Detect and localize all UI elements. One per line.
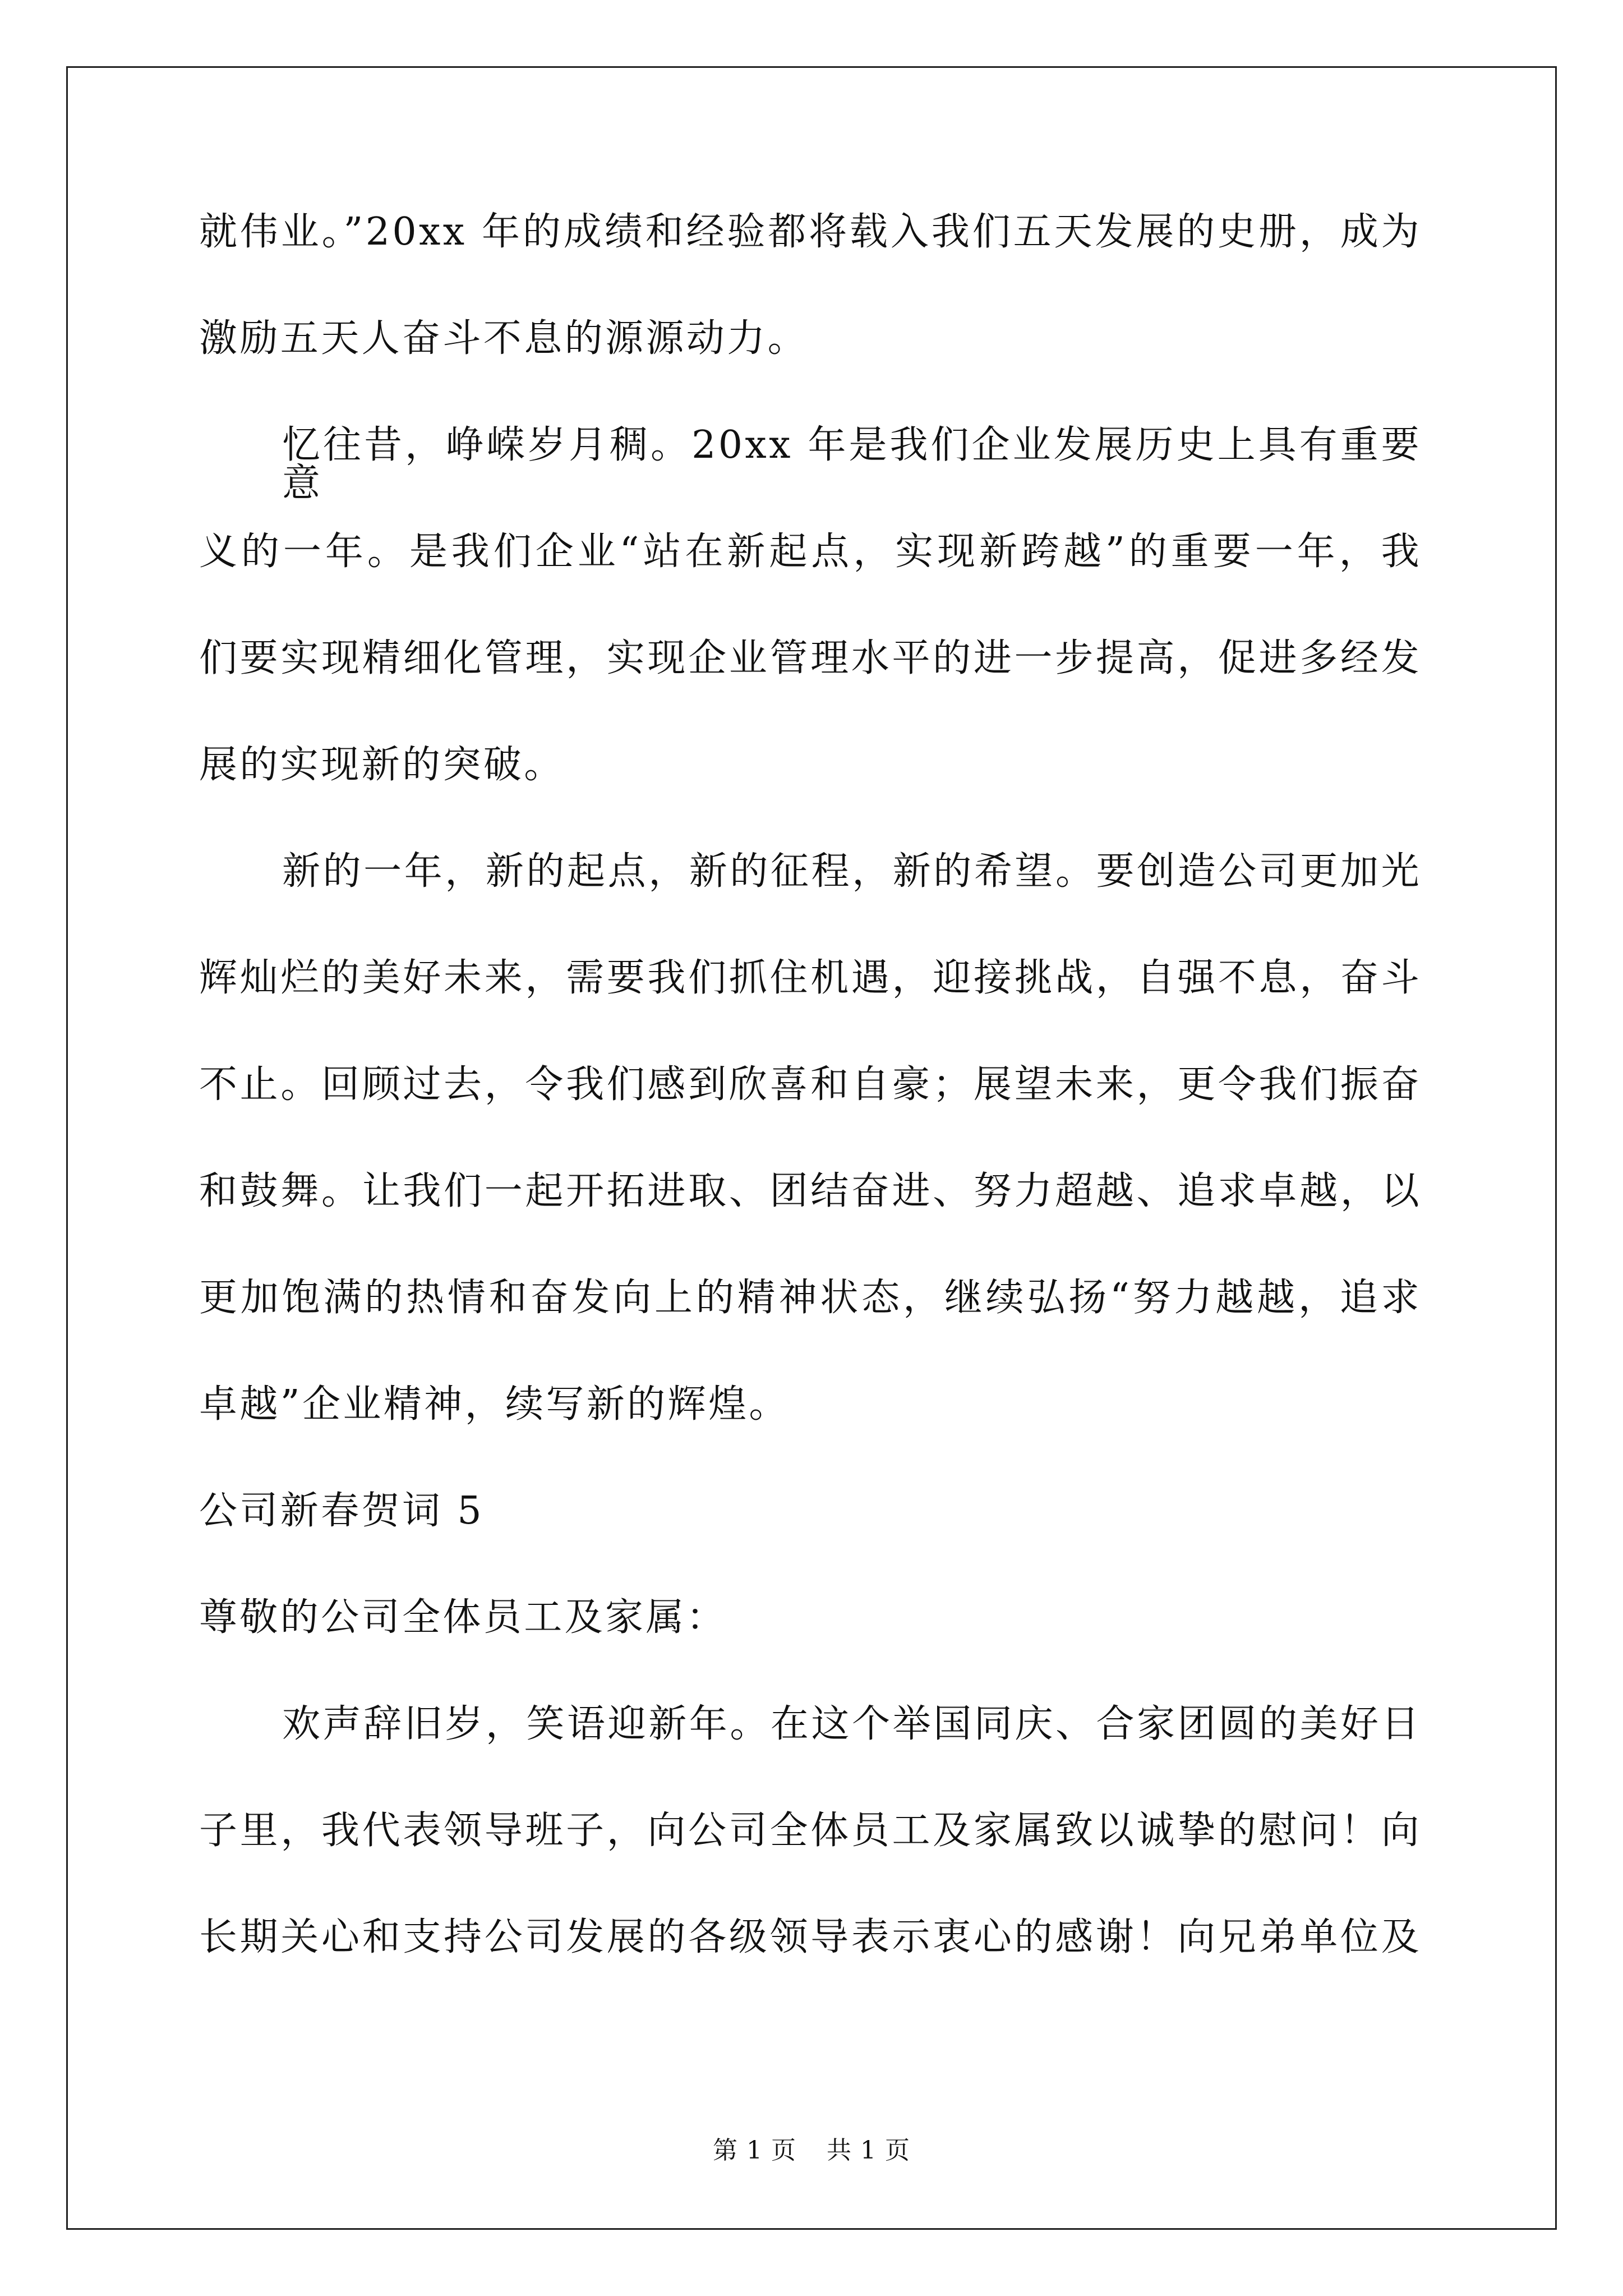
page-total: 共 1 页: [827, 2136, 910, 2165]
text-line: 欢声辞旧岁，笑语迎新年。在这个举国同庆、合家团圆的美好日: [282, 1702, 1422, 1746]
page-number: 第 1 页: [713, 2136, 796, 2165]
text-line: 展的实现新的突破。: [199, 743, 565, 787]
salutation: 尊敬的公司全体员工及家属：: [199, 1595, 727, 1640]
text-line: 们要实现精细化管理，实现企业管理水平的进一步提高，促进多经发: [199, 636, 1422, 680]
text-line: 新的一年，新的起点，新的征程，新的希望。要创造公司更加光: [282, 849, 1422, 894]
page-footer: [0, 2138, 1623, 2163]
section-heading: 公司新春贺词 5: [199, 1489, 485, 1533]
text-line: 忆往昔，峥嵘岁月稠。20xx 年是我们企业发展历史上具有重要意: [282, 423, 1422, 505]
text-line: 卓越”企业精神，续写新的辉煌。: [199, 1382, 790, 1427]
text-line: 不止。回顾过去，令我们感到欣喜和自豪；展望未来，更令我们振奋: [199, 1062, 1422, 1107]
text-line: 辉灿烂的美好未来，需要我们抓住机遇，迎接挑战，自强不息，奋斗: [199, 956, 1422, 1000]
text-line: 更加饱满的热情和奋发向上的精神状态，继续弘扬“努力越越，追求: [199, 1276, 1422, 1320]
text-line: 子里，我代表领导班子，向公司全体员工及家属致以诚挚的慰问！向: [199, 1809, 1422, 1853]
text-line: 和鼓舞。让我们一起开拓进取、团结奋进、努力超越、追求卓越，以: [199, 1169, 1422, 1213]
text-line: 义的一年。是我们企业“站在新起点，实现新跨越”的重要一年，我: [199, 530, 1422, 574]
text-line: 长期关心和支持公司发展的各级领导表示衷心的感谢！向兄弟单位及: [199, 1915, 1422, 1959]
document-body: [199, 210, 1422, 2025]
text-line: 就伟业。”20xx 年的成绩和经验都将载入我们五天发展的史册，成为: [199, 210, 1422, 254]
text-line: 激励五天人奋斗不息的源源动力。: [199, 316, 809, 361]
